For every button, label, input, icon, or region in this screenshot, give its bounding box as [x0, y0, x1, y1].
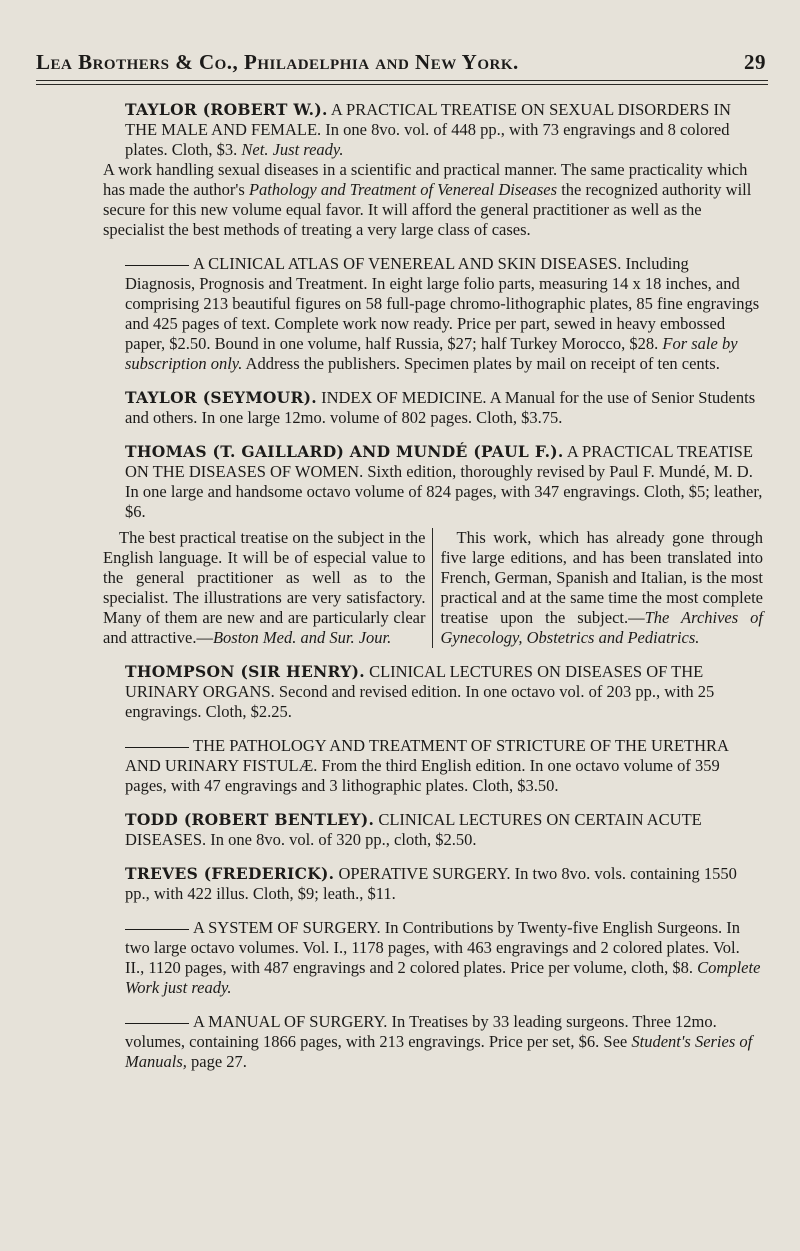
entry-thompson — [103, 662, 763, 722]
entry-heading — [103, 736, 763, 796]
author-name: TREVES (FREDERICK). — [125, 864, 335, 883]
ditto-dash — [125, 1023, 189, 1024]
ditto-dash — [125, 929, 189, 930]
author-name: TAYLOR (ROBERT W.). — [125, 100, 328, 119]
entry-heading: A CLINICAL ATLAS OF VENEREAL AND SKIN DISEASES. Including Diagnosis, Prognosis and Treatment. In eight large folio parts, measuring 14 x 18 inches, and comprising 213 beautiful figures on 58 full-page chromo-lithographic plates, 85 fine engravings and 425 pages of text. Complete work now ready. Price per part, sewed in heavy embossed paper, $2.50. Bound in one volume, half Russia, $27; half Turkey Morocco, $28. For sale by subscription only. Address the publishers. Specimen plates by mail on receipt of ten cents. — [125, 254, 760, 373]
book-details: Sixth edition, thoroughly revised by Paul F. Mundé, M. D. In one large and handsome octavo volume of 824 pages, with 347 engravings. Cloth, $5; leather, $6. — [125, 462, 763, 521]
ditto-dash — [125, 747, 189, 748]
entry-stricture — [103, 736, 763, 796]
book-status: Complete Work just ready. — [125, 958, 761, 997]
book-status: Net. Just ready. — [241, 140, 344, 159]
book-title: INDEX OF MEDICINE. — [316, 388, 487, 407]
book-details: In two 8vo. vols. containing 1550 pp., with 422 illus. Cloth, $9; leath., $11. — [125, 864, 737, 903]
book-title: A PRACTICAL TREATISE ON THE DISEASES OF WOMEN. — [125, 442, 753, 481]
catalog-listing — [103, 100, 763, 1086]
book-title: OPERATIVE SURGERY. — [334, 864, 511, 883]
author-name: THOMAS (T. GAILLARD) AND MUNDÉ (PAUL F.). — [125, 442, 564, 461]
entry-todd — [103, 810, 763, 850]
book-details: In Contributions by Twenty-five English Surgeons. In two large octavo volumes. Vol. I., 1178 pages, with 463 engravings and 2 colored plates. Vol. II., 1120 pages, with 487 engravings and 2 colored plates. Price per volume, cloth, $8. — [125, 918, 741, 977]
book-details: Second and revised edition. In one octavo vol. of 203 pp., with 25 engravings. Cloth, $2.25. — [125, 682, 715, 721]
referenced-work: Pathology and Treatment of Venereal Diseases — [248, 180, 558, 199]
running-header — [36, 50, 766, 75]
review-right: This work, which has already gone through five large editions, and has been translated into French, German, Spanish and Italian, is the most practical and at the same time the most complete treatise upon the subject.—The Archives of Gynecology, Obstetrics and Pediatrics. — [440, 528, 763, 647]
entry-heading — [103, 918, 763, 998]
entry-taylor-seymour — [103, 388, 763, 428]
entry-heading — [103, 810, 763, 850]
page-number: 29 — [744, 50, 766, 74]
entry-manual-of-surgery — [103, 1012, 763, 1072]
author-name: TAYLOR (SEYMOUR). — [125, 388, 317, 407]
book-title: THE PATHOLOGY AND TREATMENT OF STRICTURE OF THE URETHRA AND URINARY FISTULÆ. — [125, 736, 729, 775]
review-source: Boston Med. and Sur. Jour. — [212, 628, 392, 647]
book-details: A Manual for the use of Senior Students and others. In one large 12mo. volume of 802 pages. Cloth, $3.75. — [125, 388, 756, 427]
entry-heading — [103, 388, 763, 428]
book-title: A CLINICAL ATLAS OF VENEREAL AND SKIN DISEASES. — [193, 254, 622, 273]
subscription-note: For sale by subscription only. — [125, 334, 738, 373]
book-details: In one 8vo. vol. of 320 pp., cloth, $2.50. — [206, 830, 477, 849]
book-details: In one 8vo. vol. of 448 pp., with 73 engravings and 8 colored plates. Cloth, $3. — [125, 120, 730, 159]
book-details: Including Diagnosis, Prognosis and Treatment. In eight large folio parts, measuring 14 x 18 inches, and comprising 213 beautiful figures on 58 full-page chromo-lithographic plates, 85 fine engravings and 425 pages of text. Complete work now ready. Price per part, sewed in heavy embossed paper, $2.50. Bound in one volume, half Russia, $27; half Turkey Morocco, $28. — [125, 254, 760, 353]
book-title: A MANUAL OF SURGERY. — [193, 1012, 388, 1031]
book-title: A SYSTEM OF SURGERY. — [193, 918, 381, 937]
review-columns — [103, 528, 763, 648]
entry-heading — [103, 662, 763, 722]
header-rule — [36, 80, 768, 81]
series-reference: Student's Series of Manuals, — [125, 1032, 753, 1071]
entry-system-of-surgery — [103, 918, 763, 998]
entry-treves — [103, 864, 763, 904]
ditto-dash — [125, 265, 189, 266]
book-details: From the third English edition. In one octavo volume of 359 pages, with 47 engravings and 3 lithographic plates. Cloth, $3.50. — [125, 756, 720, 795]
book-title: CLINICAL LECTURES ON DISEASES OF THE URINARY ORGANS. — [125, 662, 704, 701]
entry-description: A work handling sexual diseases in a scientific and practical manner. The same practicality which has made the author's Pathology and Treatment of Venereal Diseases the recognized authority will secure for this new volume equal favor. It will afford the general practitioner as well as the specialist the best methods of treating a very large class of cases. — [103, 160, 752, 239]
author-name: THOMPSON (SIR HENRY). — [125, 662, 365, 681]
header-rule-lower — [36, 84, 768, 85]
book-title: A PRACTICAL TREATISE ON SEXUAL DISORDERS IN THE MALE AND FEMALE. — [125, 100, 731, 139]
entry-heading: A MANUAL OF SURGERY. In Treatises by 33 leading surgeons. Three 12mo. volumes, containing 1866 pages, with 213 engravings. Price per set, $6. See Student's Series of Manuals, page 27. — [125, 1012, 753, 1071]
book-title: CLINICAL LECTURES ON CERTAIN ACUTE DISEASES. — [125, 810, 702, 849]
publisher-line: Lea Brothers & Co., Philadelphia and New York. — [36, 50, 519, 74]
entry-taylor-robert — [103, 100, 763, 240]
entry-heading — [103, 864, 763, 904]
entry-clinical-atlas — [103, 254, 763, 374]
review-left: The best practical treatise on the subject in the English language. It will be of especial value to the general practitioner as well as to the specialist. The illustrations are very satisfactory. Many of them are new and are particularly clear and attractive.—Boston Med. and Sur. Jour. — [103, 528, 433, 648]
review-source: The Archives of Gynecology, Obstetrics and Pediatrics. — [440, 608, 763, 647]
entry-heading — [103, 442, 763, 522]
entry-thomas-munde — [103, 442, 763, 648]
author-name: TODD (ROBERT BENTLEY). — [125, 810, 375, 829]
book-details: In Treatises by 33 leading surgeons. Three 12mo. volumes, containing 1866 pages, with 213 engravings. Price per set, $6. See — [125, 1012, 717, 1051]
entry-heading — [103, 100, 763, 160]
